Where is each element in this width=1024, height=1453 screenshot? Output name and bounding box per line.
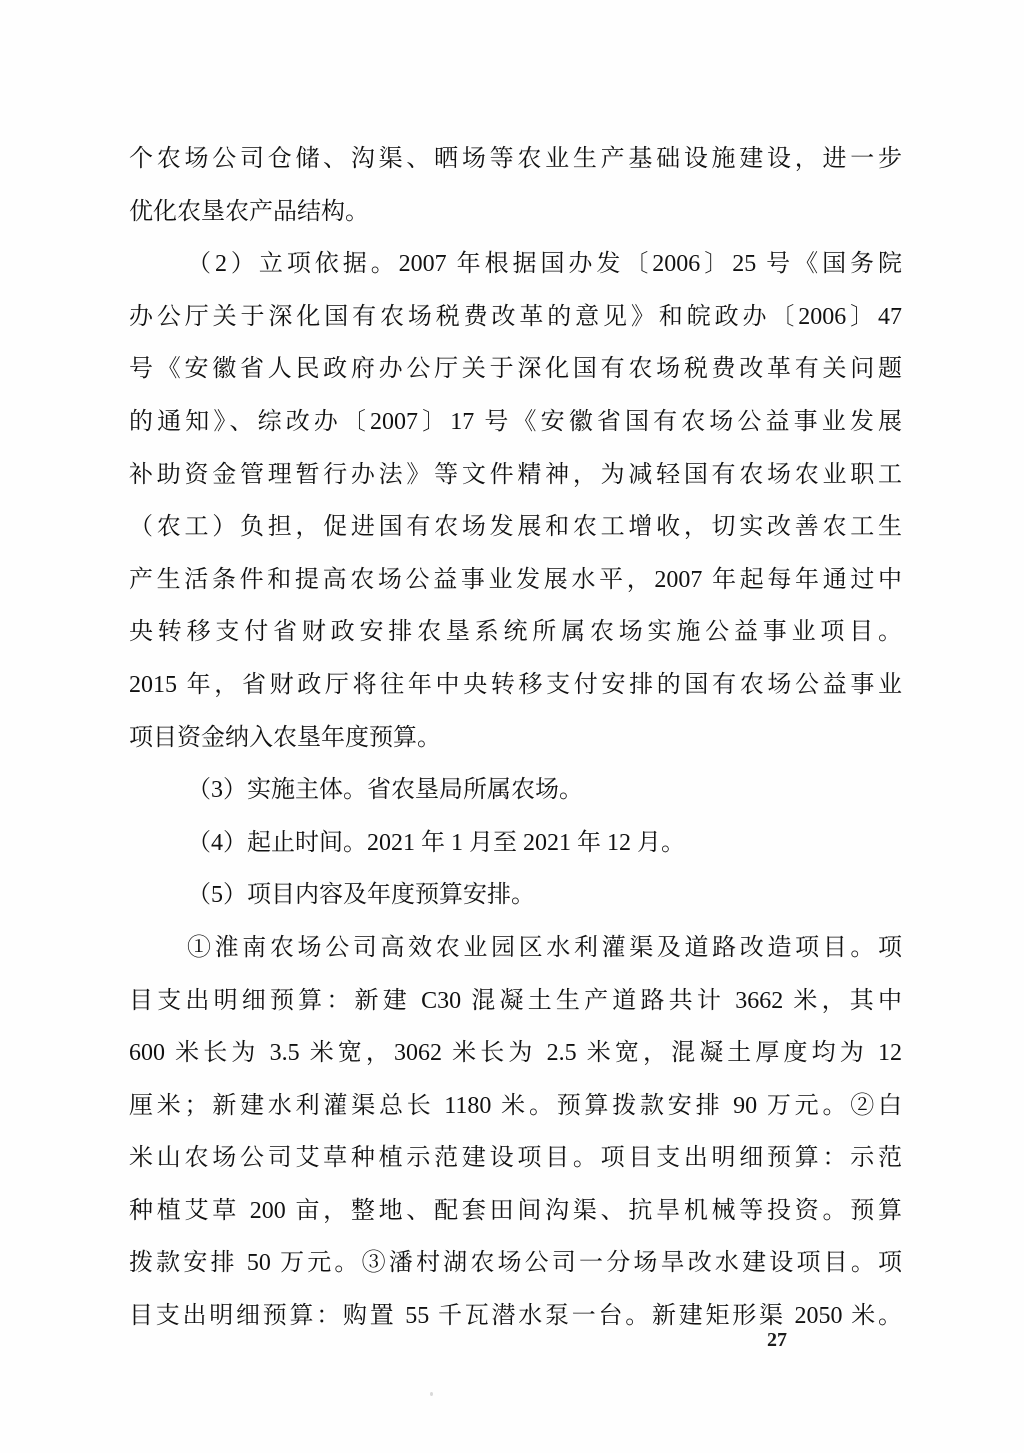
text-line: 2015 年，省财政厅将往年中央转移支付安排的国有农场公益事业 — [129, 671, 902, 698]
text-line: 号《安徽省人民政府办公厅关于深化国有农场税费改革有关问题 — [129, 356, 902, 383]
text-line: 办公厅关于深化国有农场税费改革的意见》和皖政办〔2006〕47 — [129, 303, 902, 330]
text-line: 米山农场公司艾草种植示范建设项目。项目支出明细预算：示范 — [129, 1145, 902, 1172]
text-line: （2）立项依据。2007 年根据国办发〔2006〕25 号《国务院 — [187, 251, 902, 278]
text-line: 个农场公司仓储、沟渠、晒场等农业生产基础设施建设，进一步 — [129, 146, 902, 172]
text-line: 央转移支付省财政安排农垦系统所属农场实施公益事业项目。 — [129, 619, 902, 646]
text-line: （农工）负担，促进国有农场发展和农工增收，切实改善农工生 — [129, 514, 902, 541]
text-line: （5）项目内容及年度预算安排。 — [187, 882, 535, 909]
text-line: 厘米；新建水利灌渠总长 1180 米。预算拨款安排 90 万元。②白 — [129, 1092, 902, 1119]
text-line: 拨款安排 50 万元。③潘村湖农场公司一分场旱改水建设项目。项 — [129, 1250, 902, 1277]
text-line: 项目资金纳入农垦年度预算。 — [129, 724, 441, 751]
text-line: 的通知》、综改办〔2007〕17 号《安徽省国有农场公益事业发展 — [129, 408, 902, 435]
text-line: （4）起止时间。2021 年 1 月至 2021 年 12 月。 — [187, 829, 685, 856]
text-line: 优化农垦农产品结构。 — [129, 198, 369, 225]
text-line: 目支出明细预算：购置 55 千瓦潜水泵一台。新建矩形渠 2050 米。 — [129, 1303, 902, 1330]
text-line: 600 米长为 3.5 米宽，3062 米长为 2.5 米宽，混凝土厚度均为 12 — [129, 1040, 902, 1067]
text-line: （3）实施主体。省农垦局所属农场。 — [187, 777, 583, 804]
text-line: 产生活条件和提高农场公益事业发展水平，2007 年起每年通过中 — [129, 566, 902, 593]
text-line: 补助资金管理暂行办法》等文件精神，为减轻国有农场农业职工 — [129, 461, 902, 488]
text-line: ①淮南农场公司高效农业园区水利灌渠及道路改造项目。项 — [187, 934, 902, 961]
text-line: 目支出明细预算：新建 C30 混凝土生产道路共计 3662 米，其中 — [129, 987, 902, 1014]
scan-artifact-speck — [430, 1392, 433, 1396]
page-number: 27 — [767, 1329, 787, 1351]
text-line: 种植艾草 200 亩，整地、配套田间沟渠、抗旱机械等投资。预算 — [129, 1197, 902, 1224]
body-text — [129, 133, 902, 1343]
